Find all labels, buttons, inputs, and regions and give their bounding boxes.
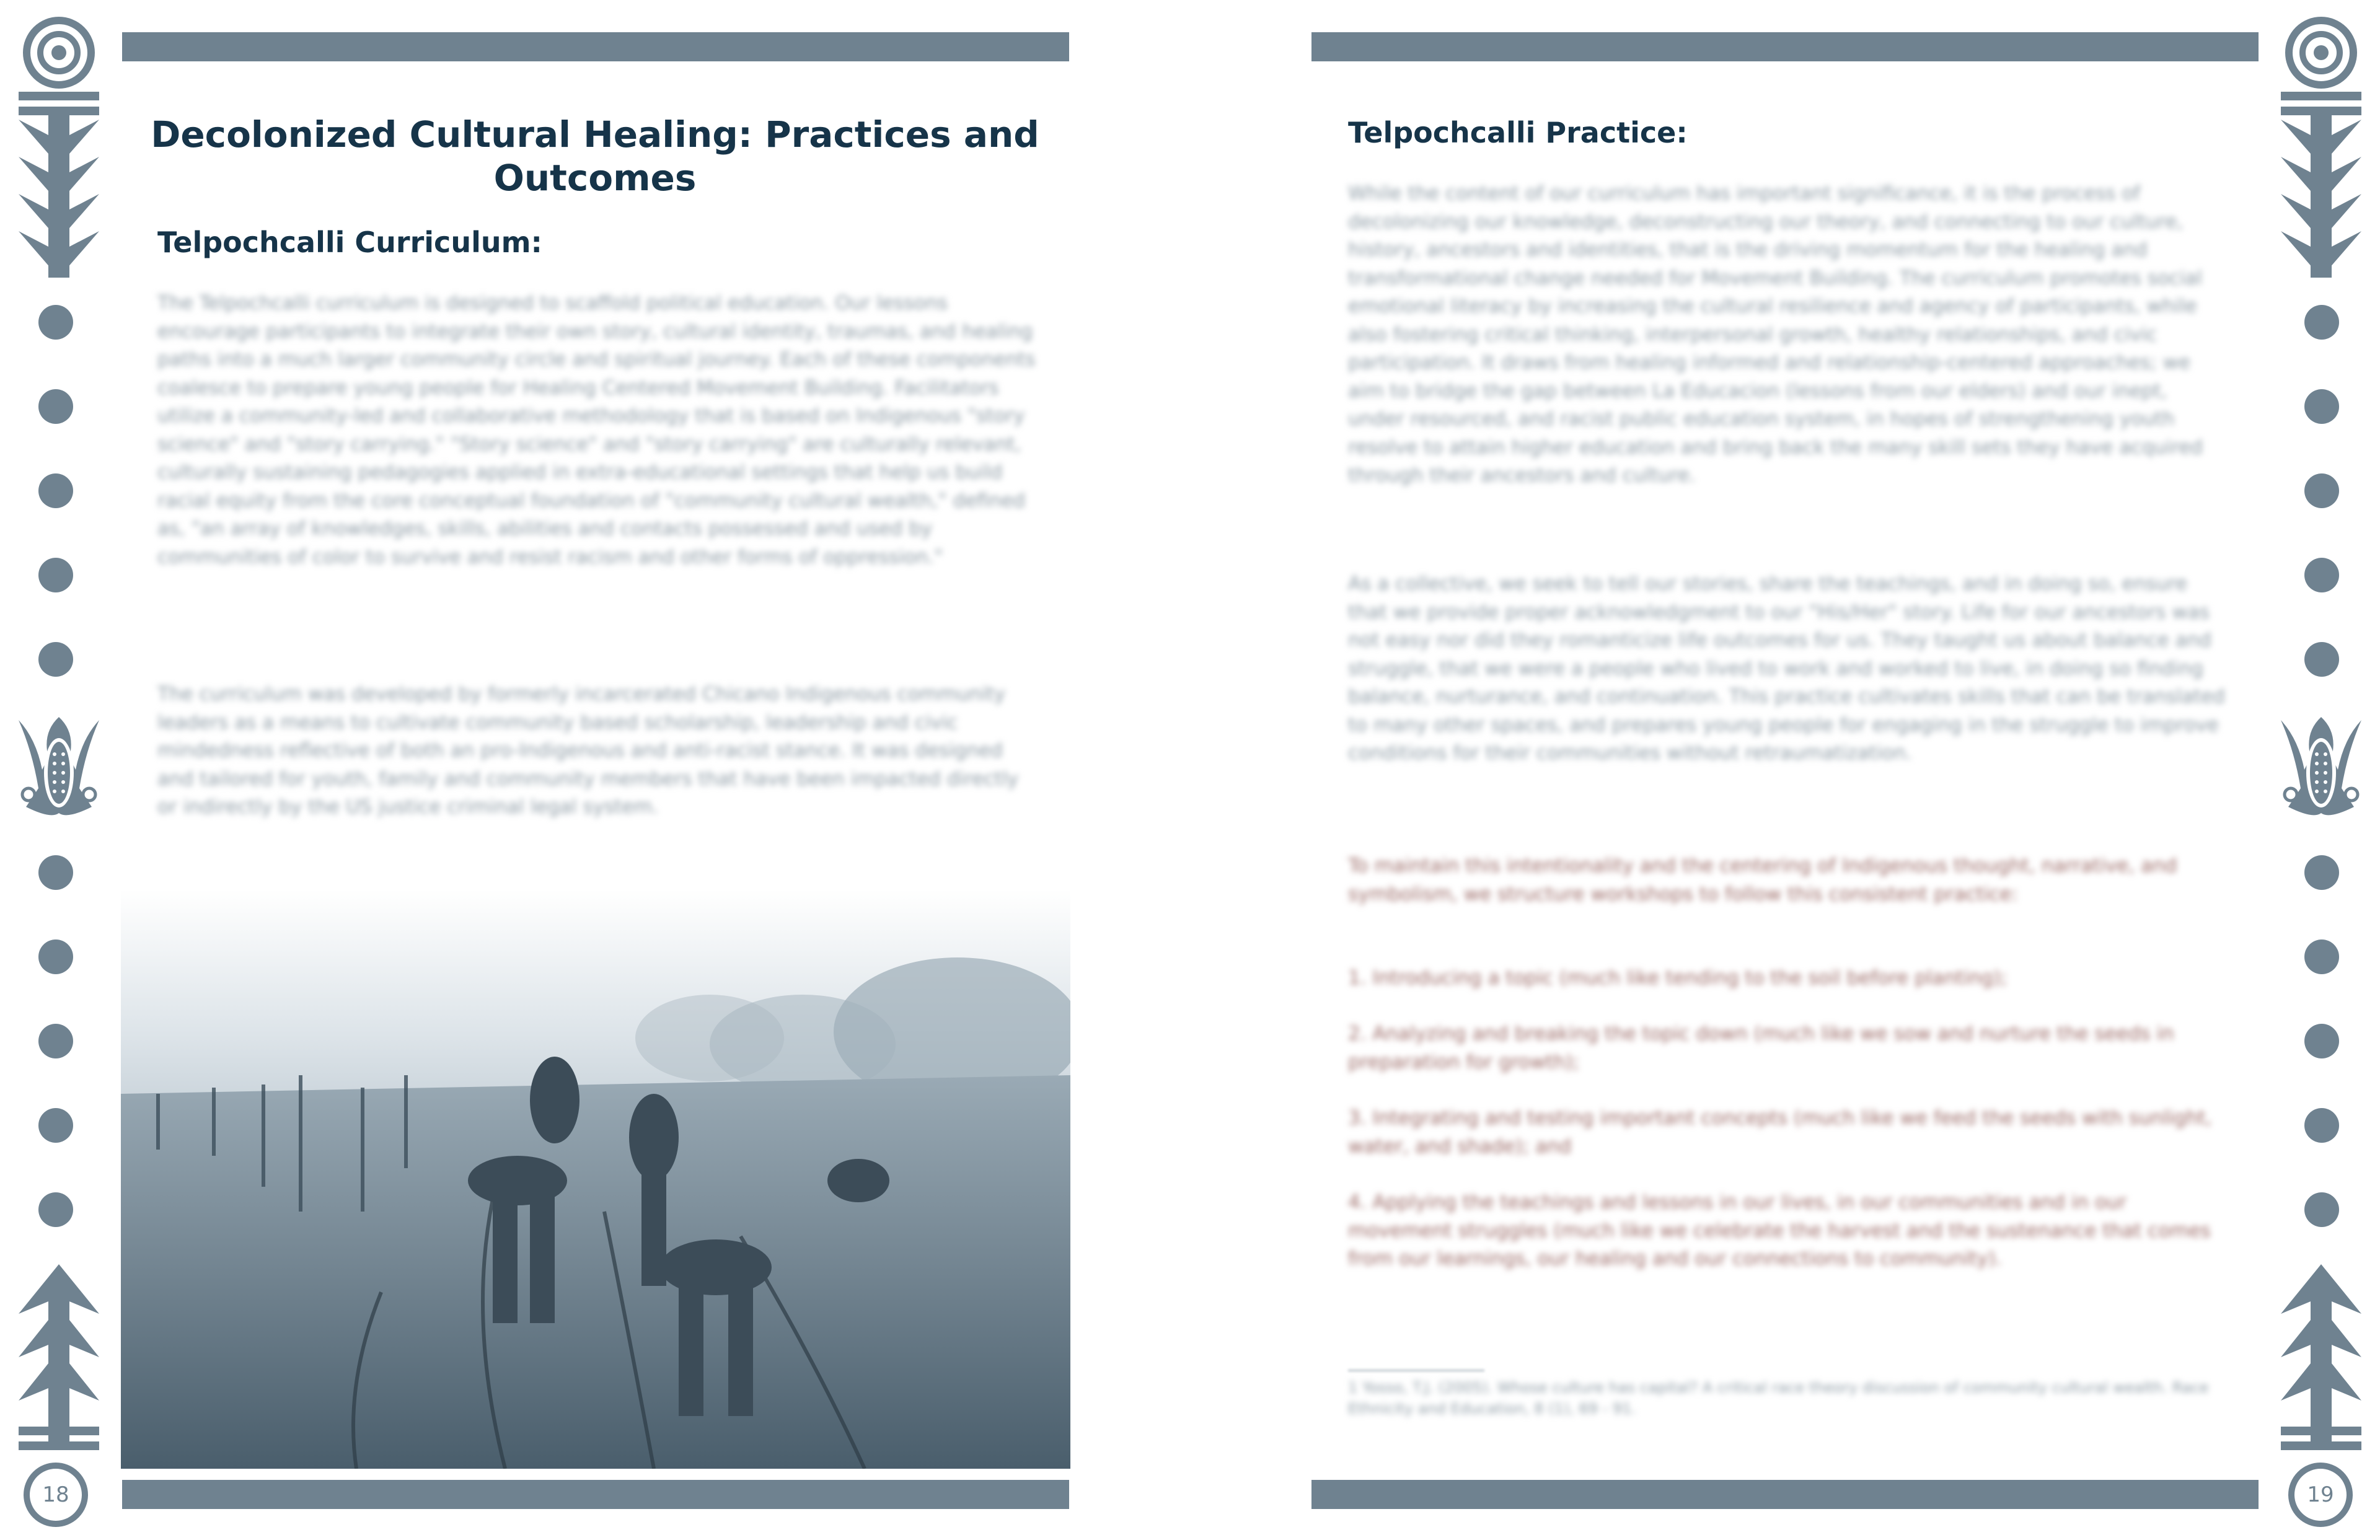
border-dot [38, 939, 73, 974]
practice-paragraph-2: As a collective, we seek to tell our stories, share the teachings, and in doing so, ensure that we provide proper acknowledgment to our "His/Her" story. Life for our ancestors was not easy nor did they romanticize life outcomes for us. They taught us about balance and struggle, that we were a people who lived to work and worked to live, in doing so finding balance, nurturance, and continuation. This practice cultivates skills that can be translated to many other spaces, and prepares young people for engaging in the struggle to improve conditions for their communities without retraumatization. [1348, 573, 2225, 764]
curriculum-paragraph-1: The Telpochcalli curriculum is designed to scaffold political education. Our lessons encourage participants to integrate their own story, cultural identity, traumas, and healing paths into a much larger community circle and spiritual journey. Each of these components coalesce to prepare young people for Healing Centered Movement Building. Facilitators utilize a community-led and collaborative methodology that is based on Indigenous "story science" and "story carrying." "Story science" and "story carrying" are culturally relevant, culturally sustaining pedagogies applied in extra-educational settings that help us build racial equity from the core conceptual foundation of "community cultural wealth," defined as, "an array of knowledges, skills, abilities and contacts possessed and used by communities of color to survive and resist racism and other forms of oppression." [157, 292, 1036, 568]
border-dot [2304, 939, 2339, 974]
border-dot [2304, 389, 2339, 424]
border-dot [38, 389, 73, 424]
border-dot [38, 855, 73, 890]
border-dot [2304, 1108, 2339, 1143]
practice-step-2: 2. Analyzing and breaking the topic down (much like we sow and nurture the seeds in preparation for growth); [1348, 1023, 2174, 1073]
border-dot [2304, 473, 2339, 508]
arrow-ornament-icon [2280, 92, 2363, 278]
practice-paragraph-1: While the content of our curriculum has important significance, it is the process of decolonizing our knowledge, deconstructing our theory, and connecting to our culture, history, ancestors and identities, that is the driving momentum for the healing and transformational change needed for Movement Building. The curriculum promotes social emotional literacy by increasing the cultural resilience and agency of participants, while also fostering critical thinking, interpersonal growth, healthy relationships, and civic participation. It draws from healing informed and relationship-centered approaches; we aim to bridge the gap between La Educacion (lessons from our elders) and our inept, under resourced, and racist public education system, in hopes of strengthening youth resolve to attain higher education and bring back the many skill sets they have acquired through their ancestors and culture. [1348, 182, 2203, 486]
left-bottom-bar [122, 1480, 1069, 1509]
corn-icon [14, 714, 104, 819]
border-dot [38, 305, 73, 340]
spiral-circle-icon [2284, 15, 2358, 90]
tree-ornament-icon [17, 1264, 100, 1450]
page-number-right: 19 [2288, 1463, 2353, 1527]
border-dot [38, 1024, 73, 1058]
border-dot [2304, 1024, 2339, 1058]
border-dot [38, 473, 73, 508]
right-top-bar [1311, 32, 2259, 61]
border-dot [2304, 855, 2339, 890]
border-dot [2304, 642, 2339, 677]
practice-step-3: 3. Integrating and testing important concepts (much like we feed the seeds with sunlight, water, and shade); and [1348, 1107, 2212, 1158]
footnote: 1 Yosso, T.J. (2005). Whose culture has capital? A critical race theory discussion of community cultural wealth. Race Ethnicity and Education, 8 (1), 69 - 91. [1348, 1379, 2209, 1417]
practice-step-4: 4. Applying the teachings and lessons in our lives, in our communities and in our movement struggles (much like we celebrate the harvest and the sustenance that comes from our learnings, our healing and our connections to community). [1348, 1191, 2211, 1270]
left-top-bar [122, 32, 1069, 61]
arrow-ornament-icon [17, 92, 100, 278]
border-dot [38, 642, 73, 677]
border-dot [2304, 558, 2339, 592]
border-dot [2304, 1192, 2339, 1227]
border-dot [38, 1192, 73, 1227]
page-title: Decolonized Cultural Healing: Practices and Outcomes [151, 113, 1039, 199]
practice-step-1: 1. Introducing a topic (much like tending to the soil before planting); [1348, 967, 2008, 989]
corn-icon [2276, 714, 2366, 819]
tree-ornament-icon [2280, 1264, 2363, 1450]
border-dot [38, 558, 73, 592]
spiral-circle-icon [22, 15, 96, 90]
curriculum-paragraph-2: The curriculum was developed by formerly incarcerated Chicano Indigenous community leaders as a means to cultivate community based scholarship, leadership and civic mindedness reflective of both an pro-Indigenous and anti-racist stance. It was designed and tailored for youth, family and community members that have been impacted directly or indirectly by the US justice criminal legal system. [157, 683, 1019, 818]
field-photo [121, 889, 1070, 1469]
right-bottom-bar [1311, 1480, 2259, 1509]
section-heading-practice: Telpochcalli Practice: [1348, 116, 1688, 149]
border-dot [38, 1108, 73, 1143]
practice-structure-intro: To maintain this intentionality and the centering of Indigenous thought, narrative, and symbolism, we structure workshops to follow this consistent practice: [1348, 855, 2177, 905]
section-heading-curriculum: Telpochcalli Curriculum: [157, 226, 542, 259]
footnote-divider [1348, 1370, 1484, 1371]
border-dot [2304, 305, 2339, 340]
page-number-left: 18 [24, 1463, 88, 1527]
